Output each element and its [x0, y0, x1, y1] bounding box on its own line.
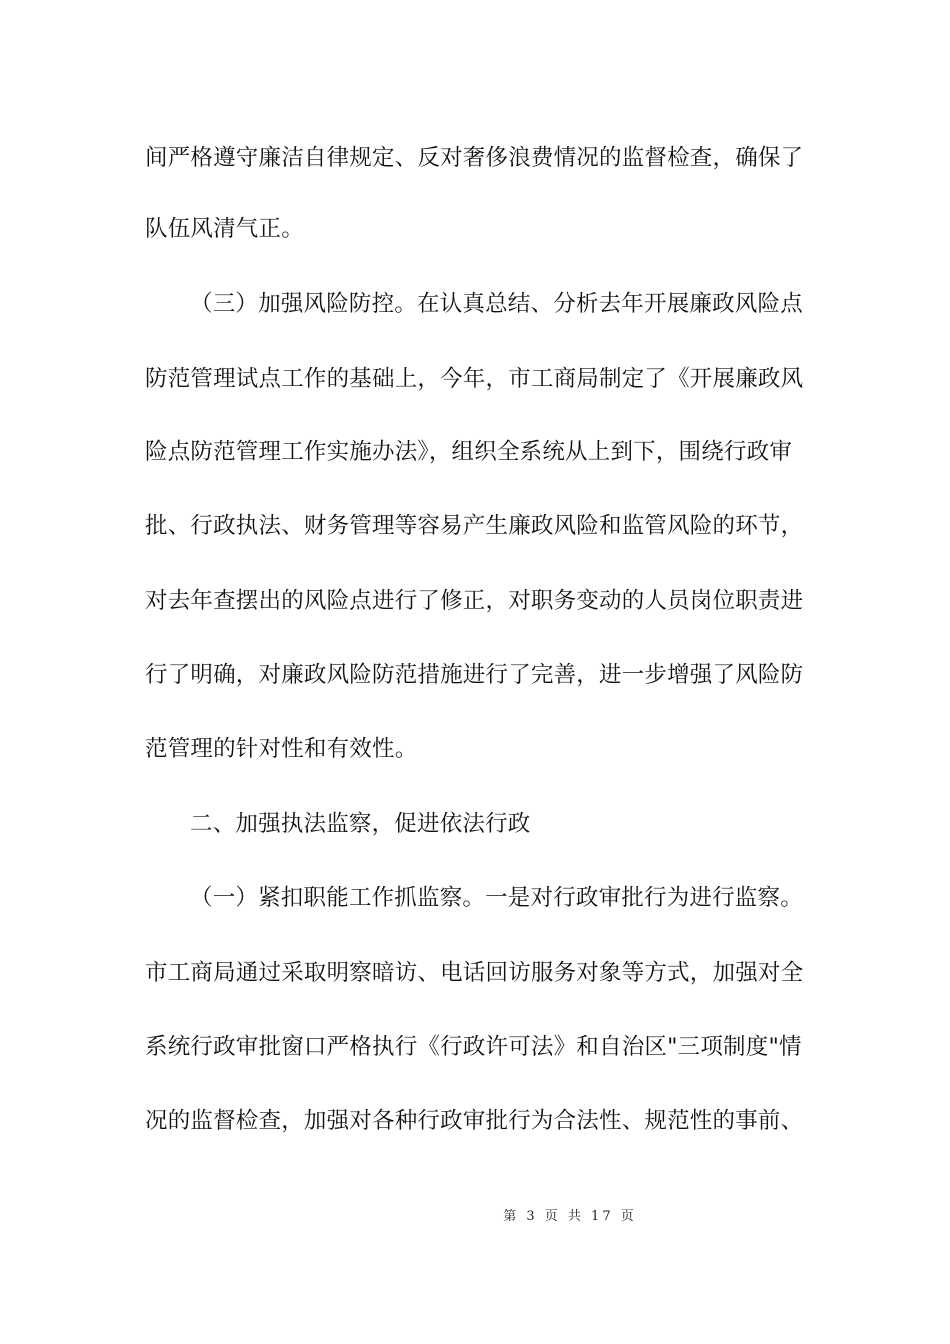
text-line-3: （三）加强风险防控。在认真总结、分析去年开展廉政风险点	[190, 291, 803, 317]
text-line-4: 防范管理试点工作的基础上，今年，市工商局制定了《开展廉政风	[145, 366, 804, 392]
text-line-14: 况的监督检查，加强对各种行政审批行为合法性、规范性的事前、	[145, 1108, 804, 1134]
text-line-13: 系统行政审批窗口严格执行《行政许可法》和自治区"三项制度"情	[145, 1034, 802, 1060]
section-heading: 二、加强执法监察，促进依法行政	[190, 811, 531, 837]
text-line-11: （一）紧扣职能工作抓监察。一是对行政审批行为进行监察。	[190, 885, 803, 911]
text-line-7: 对去年查摆出的风险点进行了修正，对职务变动的人员岗位职责进	[145, 588, 804, 614]
text-line-1: 间严格遵守廉洁自律规定、反对奢侈浪费情况的监督检查，确保了	[145, 145, 804, 171]
text-line-5: 险点防范管理工作实施办法》，组织全系统从上到下，围绕行政审	[145, 439, 793, 465]
page-number-footer: 第 3 页 共 17 页	[503, 1209, 637, 1224]
text-line-8: 行了明确，对廉政风险防范措施进行了完善，进一步增强了风险防	[145, 662, 804, 688]
text-line-6: 批、行政执法、财务管理等容易产生廉政风险和监管风险的环节，	[145, 513, 804, 539]
text-line-9: 范管理的针对性和有效性。	[145, 736, 418, 762]
text-line-12: 市工商局通过采取明察暗访、电话回访服务对象等方式，加强对全	[145, 960, 804, 986]
text-line-2: 队伍风清气正。	[145, 216, 304, 242]
